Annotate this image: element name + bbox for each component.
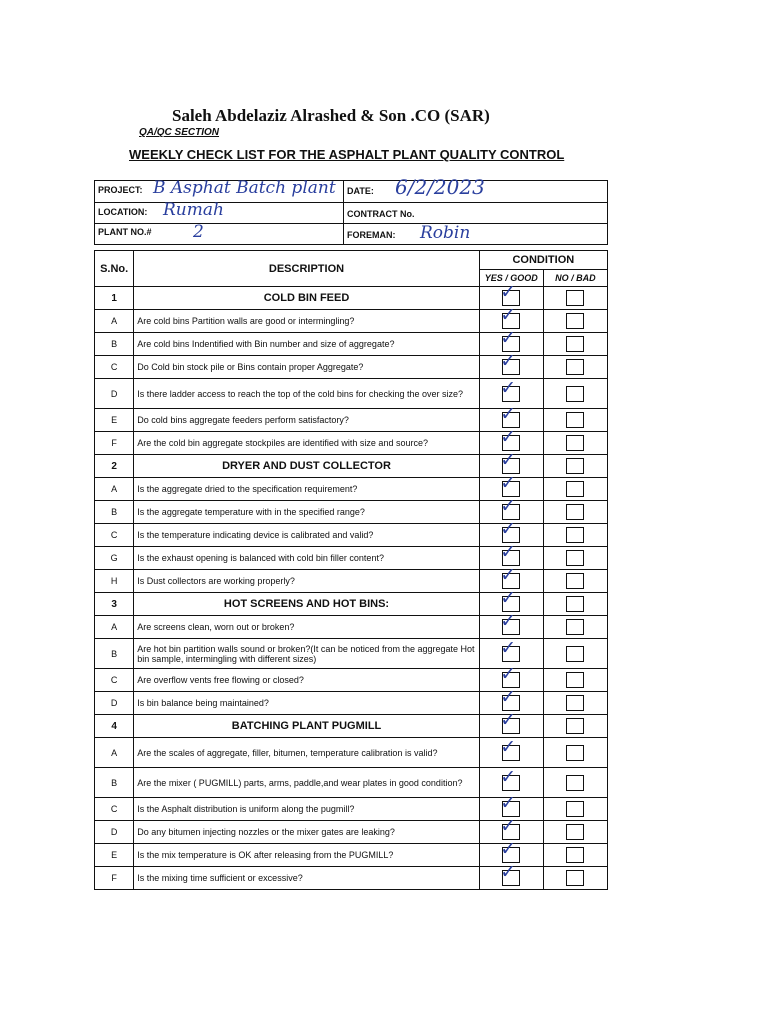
item-code: B — [95, 333, 134, 356]
item-code: E — [95, 844, 134, 867]
check-mark-icon: ✓ — [500, 636, 517, 659]
no-checkbox[interactable] — [566, 745, 584, 761]
checklist-item-row — [95, 867, 608, 890]
checklist-item-row — [95, 478, 608, 501]
no-checkbox[interactable] — [566, 718, 584, 734]
plant-label: PLANT NO.# — [98, 227, 152, 237]
item-description: Is bin balance being maintained? — [134, 692, 479, 715]
yes-checkbox[interactable] — [500, 735, 520, 761]
no-checkbox[interactable] — [566, 801, 584, 817]
item-code: F — [95, 432, 134, 455]
check-mark-icon: ✓ — [500, 449, 517, 471]
check-mark-icon: ✓ — [500, 426, 517, 448]
no-checkbox[interactable] — [566, 313, 584, 329]
no-checkbox[interactable] — [566, 359, 584, 375]
checklist-item-row — [95, 432, 608, 455]
yes-cell — [479, 735, 543, 768]
no-cell — [543, 287, 607, 310]
section-row — [95, 455, 608, 478]
checklist-item-row — [95, 669, 608, 692]
item-description: Is Dust collectors are working properly? — [134, 570, 479, 593]
no-checkbox[interactable] — [566, 290, 584, 306]
no-cell — [543, 692, 607, 715]
check-mark-icon: ✓ — [500, 663, 517, 685]
section-row — [95, 593, 608, 616]
no-cell — [543, 616, 607, 639]
check-mark-icon: ✓ — [500, 587, 517, 609]
yes-cell — [479, 610, 543, 639]
item-code: D — [95, 821, 134, 844]
item-code: H — [95, 570, 134, 593]
no-checkbox[interactable] — [566, 824, 584, 840]
section-row — [95, 287, 608, 310]
no-cell — [543, 478, 607, 501]
no-cell — [543, 738, 607, 768]
yes-checkbox[interactable] — [500, 709, 520, 734]
yes-cell — [479, 709, 543, 738]
check-mark-icon: ✓ — [500, 564, 517, 586]
checklist-item-row — [95, 738, 608, 768]
date-label: DATE: — [347, 186, 374, 196]
checklist-item-row — [95, 524, 608, 547]
item-code: C — [95, 524, 134, 547]
check-mark-icon: ✓ — [500, 403, 517, 425]
no-checkbox[interactable] — [566, 386, 584, 402]
checklist-item-row — [95, 409, 608, 432]
check-mark-icon: ✓ — [500, 838, 517, 860]
plant-value: 2 — [193, 222, 204, 242]
check-mark-icon: ✓ — [500, 495, 517, 517]
item-code: D — [95, 379, 134, 409]
checklist-item-row — [95, 547, 608, 570]
item-code: B — [95, 639, 134, 669]
check-mark-icon: ✓ — [500, 765, 517, 788]
no-checkbox[interactable] — [566, 775, 584, 791]
check-mark-icon: ✓ — [500, 792, 517, 814]
check-mark-icon: ✓ — [500, 350, 517, 372]
foreman-label: FOREMAN: — [347, 230, 396, 240]
foreman-value: Robin — [420, 223, 471, 243]
yes-checkbox[interactable] — [500, 610, 520, 635]
checklist-item-row — [95, 692, 608, 715]
item-description: Is there ladder access to reach the top of the cold bins for checking the over size? — [134, 379, 479, 409]
item-description: Are cold bins Partition walls are good or intermingling? — [134, 310, 479, 333]
check-mark-icon: ✓ — [500, 304, 517, 326]
header-sno: S.No. — [95, 251, 134, 287]
no-checkbox[interactable] — [566, 481, 584, 497]
no-checkbox[interactable] — [566, 646, 584, 662]
no-checkbox[interactable] — [566, 847, 584, 863]
checklist-item-row — [95, 844, 608, 867]
no-checkbox[interactable] — [566, 504, 584, 520]
item-code: D — [95, 692, 134, 715]
item-description: Are the scales of aggregate, filler, bitumen, temperature calibration is valid? — [134, 738, 479, 768]
item-description: Is the exhaust opening is balanced with cold bin filler content? — [134, 547, 479, 570]
item-description: Are the mixer ( PUGMILL) parts, arms, paddle,and wear plates in good condition? — [134, 768, 479, 798]
yes-checkbox[interactable] — [500, 376, 520, 402]
no-checkbox[interactable] — [566, 596, 584, 612]
date-value: 6/2/2023 — [395, 175, 485, 199]
section-title: HOT SCREENS AND HOT BINS: — [134, 593, 479, 616]
item-description: Are overflow vents free flowing or closed? — [134, 669, 479, 692]
checklist-item-row — [95, 310, 608, 333]
contract-label: CONTRACT No. — [347, 209, 415, 219]
no-cell — [543, 821, 607, 844]
item-description: Do any bitumen injecting nozzles or the mixer gates are leaking? — [134, 821, 479, 844]
no-cell — [543, 501, 607, 524]
item-code: A — [95, 310, 134, 333]
checklist-item-row — [95, 501, 608, 524]
item-code: C — [95, 798, 134, 821]
header-no-bad: NO / BAD — [543, 270, 607, 287]
no-cell — [543, 844, 607, 867]
check-mark-icon: ✓ — [500, 735, 517, 758]
header-condition: CONDITION — [479, 251, 607, 270]
section-number: 2 — [95, 455, 134, 478]
check-mark-icon: ✓ — [500, 518, 517, 540]
yes-checkbox[interactable] — [500, 861, 520, 886]
no-cell — [543, 333, 607, 356]
item-code: A — [95, 738, 134, 768]
yes-checkbox[interactable] — [500, 765, 520, 791]
item-code: C — [95, 669, 134, 692]
checklist-item-row — [95, 798, 608, 821]
no-cell — [543, 639, 607, 669]
company-name: Saleh Abdelaziz Alrashed & Son .CO (SAR) — [172, 106, 490, 125]
item-code: C — [95, 356, 134, 379]
no-cell — [543, 715, 607, 738]
section-title: DRYER AND DUST COLLECTOR — [134, 455, 479, 478]
item-description: Are cold bins Indentified with Bin number and size of aggregate? — [134, 333, 479, 356]
document-title: WEEKLY CHECK LIST FOR THE ASPHALT PLANT QUALITY CONTROL — [129, 147, 565, 162]
checklist-item-row — [95, 379, 608, 409]
check-mark-icon: ✓ — [500, 709, 517, 731]
section-number: 4 — [95, 715, 134, 738]
location-value: Rumah — [163, 200, 224, 220]
checklist-item-row — [95, 616, 608, 639]
checklist-item-row — [95, 639, 608, 669]
item-code: A — [95, 478, 134, 501]
item-code: F — [95, 867, 134, 890]
item-description: Is the aggregate dried to the specification requirement? — [134, 478, 479, 501]
section-row — [95, 715, 608, 738]
item-description: Is the mix temperature is OK after releasing from the PUGMILL? — [134, 844, 479, 867]
no-checkbox[interactable] — [566, 435, 584, 451]
no-cell — [543, 379, 607, 409]
no-cell — [543, 310, 607, 333]
item-description: Is the mixing time sufficient or excessive? — [134, 867, 479, 890]
no-checkbox[interactable] — [566, 458, 584, 474]
no-checkbox[interactable] — [566, 695, 584, 711]
no-checkbox[interactable] — [566, 527, 584, 543]
section-title: BATCHING PLANT PUGMILL — [134, 715, 479, 738]
item-description: Is the aggregate temperature with in the specified range? — [134, 501, 479, 524]
header-description: DESCRIPTION — [134, 251, 479, 287]
check-mark-icon: ✓ — [500, 610, 517, 632]
check-mark-icon: ✓ — [500, 327, 517, 349]
item-code: B — [95, 501, 134, 524]
no-cell — [543, 547, 607, 570]
checklist-item-row — [95, 570, 608, 593]
no-cell — [543, 524, 607, 547]
no-checkbox[interactable] — [566, 870, 584, 886]
no-cell — [543, 356, 607, 379]
no-cell — [543, 669, 607, 692]
section-label: QA/QC SECTION — [139, 127, 220, 138]
yes-checkbox[interactable] — [500, 350, 520, 375]
item-description: Are screens clean, worn out or broken? — [134, 616, 479, 639]
no-cell — [543, 768, 607, 798]
no-cell — [543, 798, 607, 821]
check-mark-icon: ✓ — [500, 815, 517, 837]
project-label: PROJECT: — [98, 185, 143, 195]
item-description: Are hot bin partition walls sound or broken?(It can be noticed from the aggregate Hot bin sample, intermingling with different sizes) — [134, 639, 479, 669]
check-mark-icon: ✓ — [500, 541, 517, 563]
item-code: E — [95, 409, 134, 432]
no-checkbox[interactable] — [566, 550, 584, 566]
no-cell — [543, 867, 607, 890]
section-number: 1 — [95, 287, 134, 310]
item-description: Is the temperature indicating device is calibrated and valid? — [134, 524, 479, 547]
no-cell — [543, 409, 607, 432]
section-number: 3 — [95, 593, 134, 616]
no-cell — [543, 593, 607, 616]
yes-checkbox[interactable] — [500, 636, 520, 662]
yes-cell — [479, 350, 543, 379]
header-yes-good: YES / GOOD — [479, 270, 543, 287]
section-title: COLD BIN FEED — [134, 287, 479, 310]
no-checkbox[interactable] — [566, 573, 584, 589]
item-code: G — [95, 547, 134, 570]
check-mark-icon: ✓ — [500, 376, 517, 399]
location-label: LOCATION: — [98, 207, 148, 217]
check-mark-icon: ✓ — [500, 281, 517, 303]
item-code: A — [95, 616, 134, 639]
checklist-table — [94, 250, 608, 890]
no-checkbox[interactable] — [566, 412, 584, 428]
project-value: B Asphat Batch plant — [153, 178, 336, 198]
item-code: B — [95, 768, 134, 798]
no-checkbox[interactable] — [566, 336, 584, 352]
no-cell — [543, 432, 607, 455]
checklist-item-row — [95, 356, 608, 379]
yes-cell — [479, 861, 543, 890]
item-description: Is the Asphalt distribution is uniform along the pugmill? — [134, 798, 479, 821]
no-cell — [543, 570, 607, 593]
check-mark-icon: ✓ — [500, 861, 517, 883]
checklist-item-row — [95, 821, 608, 844]
checklist-item-row — [95, 768, 608, 798]
no-checkbox[interactable] — [566, 619, 584, 635]
check-mark-icon: ✓ — [500, 686, 517, 708]
no-checkbox[interactable] — [566, 672, 584, 688]
item-description: Do Cold bin stock pile or Bins contain proper Aggregate? — [134, 356, 479, 379]
project-info-block — [94, 175, 608, 245]
item-description: Are the cold bin aggregate stockpiles are identified with size and source? — [134, 432, 479, 455]
checklist-item-row — [95, 333, 608, 356]
check-mark-icon: ✓ — [500, 472, 517, 494]
item-description: Do cold bins aggregate feeders perform satisfactory? — [134, 409, 479, 432]
no-cell — [543, 455, 607, 478]
